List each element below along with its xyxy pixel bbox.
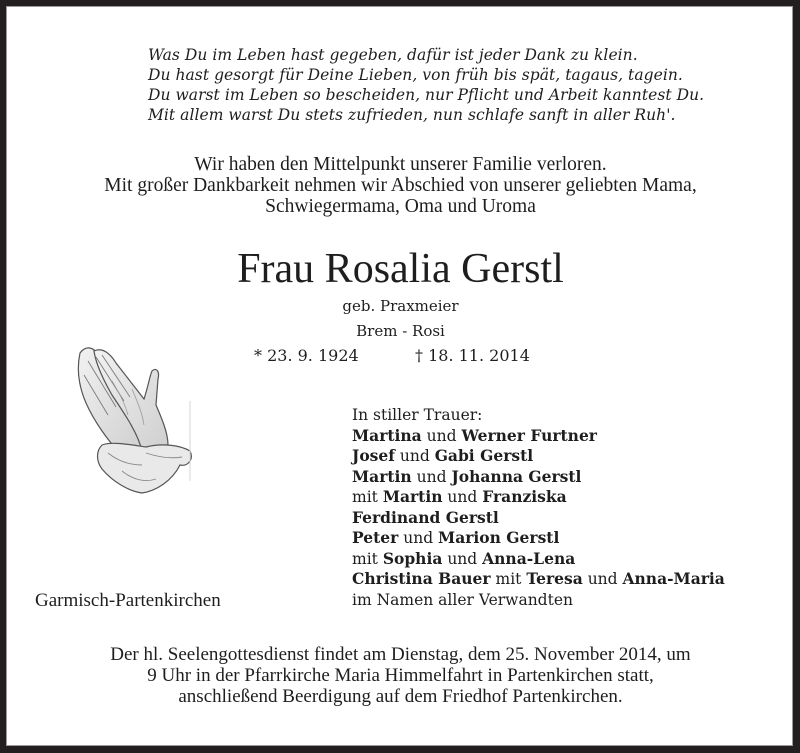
verse-line: Was Du im Leben hast gegeben, dafür ist jeder Dank zu klein. (148, 46, 638, 64)
mourner-name: Martin (382, 487, 443, 506)
birth-date: * 23. 9. 1924 (254, 346, 359, 365)
mourner-line (352, 426, 725, 447)
mourners-closing: im Namen aller Verwandten (352, 590, 573, 609)
connector-text: mit (490, 570, 527, 588)
mourner-name: Josef (352, 446, 395, 465)
intro-line: Schwiegermama, Oma und Uroma (265, 196, 536, 217)
connector-text: mit (352, 549, 383, 568)
mourner-name: Peter (352, 528, 399, 547)
service-line: 9 Uhr in der Pfarrkirche Maria Himmelfahrt in Partenkirchen statt, (147, 665, 654, 686)
connector-text: und (442, 549, 483, 568)
verse-line: Mit allem warst Du stets zufrieden, nun schlafe sanft in aller Ruh'. (148, 106, 676, 124)
deceased-name: Frau Rosalia Gerstl (237, 246, 564, 292)
mourner-name: Werner Furtner (461, 425, 597, 445)
mourner-line (352, 487, 725, 508)
mourner-name: Gabi Gerstl (434, 446, 534, 465)
mourner-line (352, 549, 725, 570)
praying-hands-icon (72, 341, 197, 499)
mourner-line (352, 528, 725, 549)
service-announcement (7, 644, 794, 707)
mourner-name: Anna-Maria (622, 569, 725, 588)
mourner-line (352, 446, 725, 467)
mourner-name: Christina Bauer (352, 569, 491, 588)
mourner-name: Ferdinand Gerstl (352, 507, 499, 527)
mourner-name: Martina (352, 425, 422, 445)
mourner-lines (352, 426, 725, 590)
mourner-name: Anna-Lena (482, 548, 576, 568)
mourner-name: Sophia (382, 548, 443, 568)
connector-text: mit (352, 488, 383, 506)
connector-text: und (421, 426, 462, 445)
obituary-card (6, 6, 793, 746)
death-date: † 18. 11. 2014 (415, 346, 530, 365)
mourners-heading: In stiller Trauer: (352, 406, 483, 424)
mourner-name: Teresa (526, 569, 583, 588)
connector-text: und (442, 488, 483, 506)
verse-line: Du hast gesorgt für Deine Lieben, von früh bis spät, tagaus, tagein. (148, 66, 683, 84)
service-line: Der hl. Seelengottesdienst findet am Dienstag, dem 25. November 2014, um (110, 644, 691, 665)
nickname: Brem - Rosi (356, 322, 445, 340)
mourner-line (352, 467, 725, 488)
place-name: Garmisch-Partenkirchen (35, 590, 221, 611)
maiden-name: geb. Praxmeier (342, 297, 459, 315)
mourners-list (352, 405, 725, 610)
mourner-line (352, 569, 725, 590)
connector-text: und (582, 570, 623, 588)
connector-text: und (398, 529, 439, 547)
mourner-name: Martin (352, 466, 412, 486)
mourner-name: Franziska (482, 487, 567, 506)
intro-line: Mit großer Dankbarkeit nehmen wir Abschied von unserer geliebten Mama, (104, 175, 697, 196)
connector-text: und (411, 467, 452, 486)
service-line: anschließend Beerdigung auf dem Friedhof Partenkirchen. (178, 686, 623, 707)
verse-line: Du warst im Leben so bescheiden, nur Pflicht und Arbeit kanntest Du. (148, 86, 705, 104)
mourner-name: Marion Gerstl (438, 528, 560, 547)
intro-line: Wir haben den Mittelpunkt unserer Familie verloren. (194, 154, 607, 175)
mourner-name: Johanna Gerstl (451, 466, 582, 486)
intro-text (7, 154, 794, 217)
mourner-line (352, 508, 725, 529)
connector-text: und (394, 447, 435, 465)
memorial-verse (148, 45, 704, 125)
